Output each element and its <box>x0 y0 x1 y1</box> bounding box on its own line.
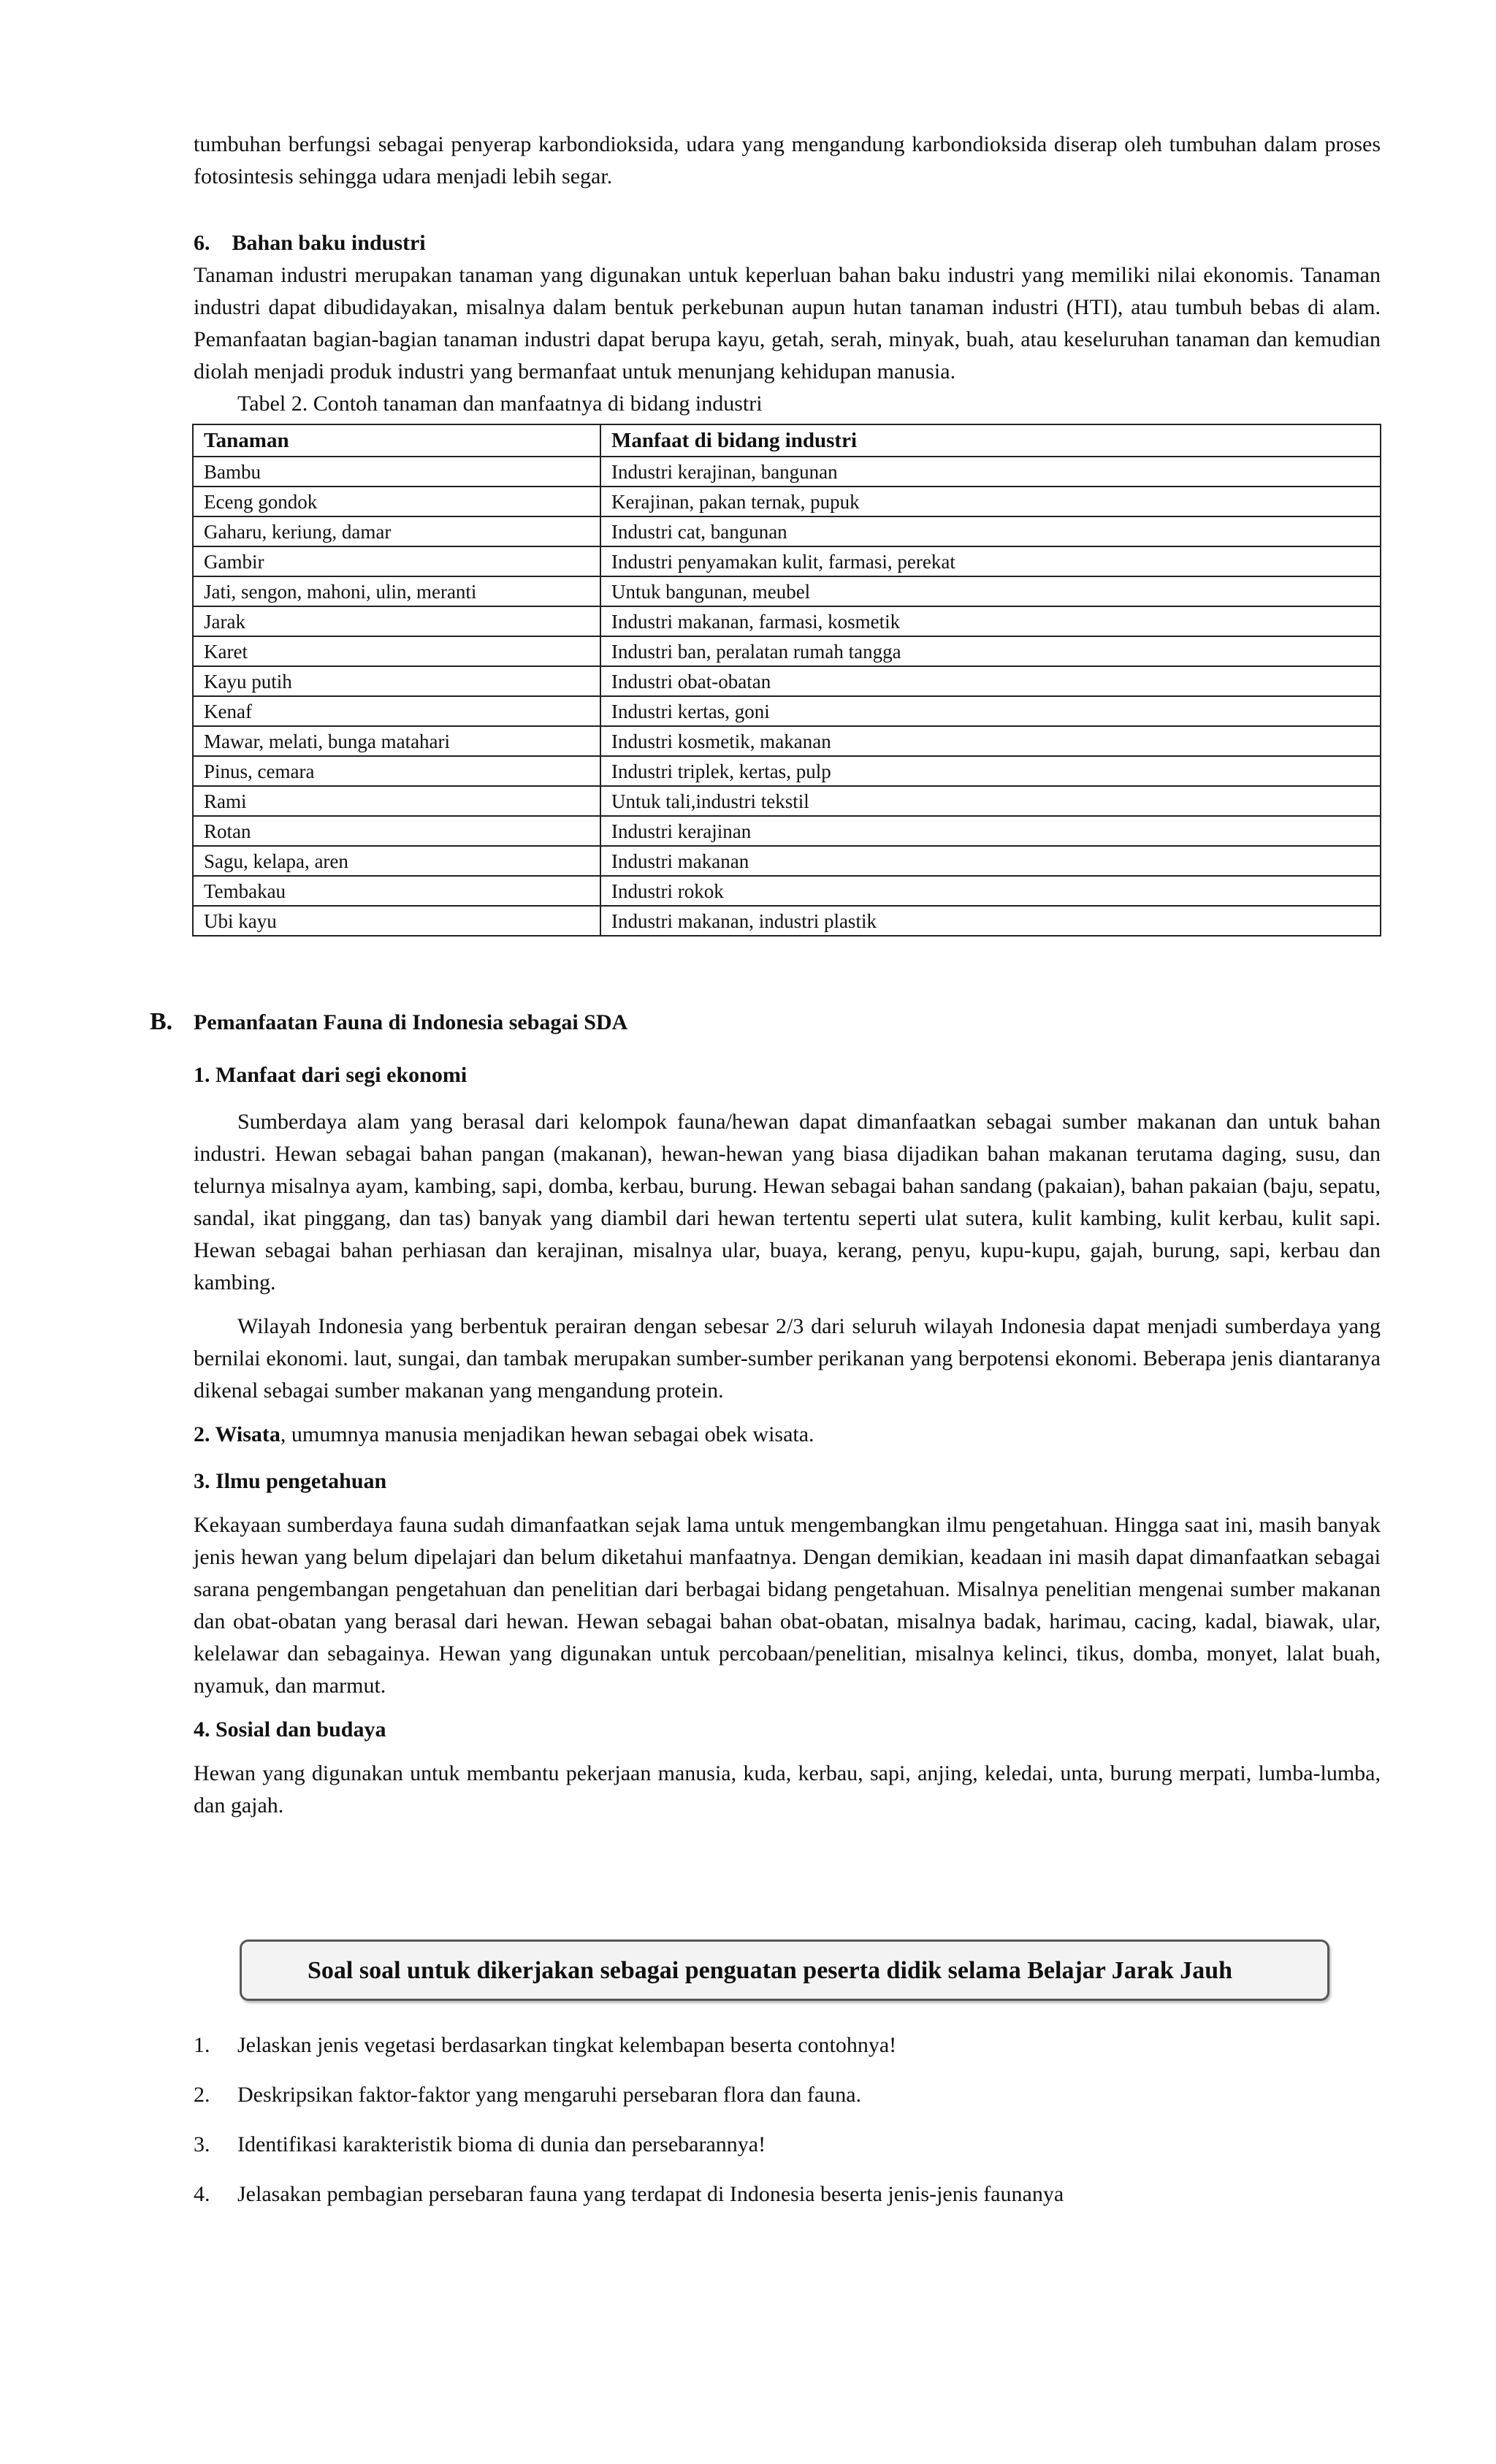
question-text: Jelaskan jenis vegetasi berdasarkan tingkat kelembapan beserta contohnya! <box>237 2033 897 2057</box>
table-row <box>193 666 1381 696</box>
question-number: 4. <box>194 2182 210 2206</box>
question-text: Identifikasi karakteristik bioma di dunia dan persebarannya! <box>237 2132 766 2156</box>
table-row <box>193 606 1381 636</box>
table-cell-tanaman: Rami <box>193 786 600 816</box>
plants-industry-table <box>192 424 1381 937</box>
question-item <box>194 2129 1381 2178</box>
table-header-row <box>193 424 1381 457</box>
sub1-paragraph-2: Wilayah Indonesia yang berbentuk perairan dengan sebesar 2/3 dari seluruh wilayah Indonesia dapat menjadi sumberdaya yang bernilai ekonomi. laut, sungai, dan tambak merupakan sumber-sumber perikanan yang berpotensi ekonomi. Beberapa jenis diantaranya dikenal sebagai sumber makanan yang mengandung protein. <box>194 1314 1381 1403</box>
table-cell-tanaman: Pinus, cemara <box>193 756 600 786</box>
table-row <box>193 576 1381 606</box>
question-number: 1. <box>194 2033 210 2057</box>
table-row <box>193 876 1381 906</box>
table-cell-tanaman: Jati, sengon, mahoni, ulin, meranti <box>193 576 600 606</box>
sub2-label: 2. Wisata <box>194 1422 280 1446</box>
question-number: 2. <box>194 2083 210 2107</box>
table-cell-tanaman: Kenaf <box>193 696 600 726</box>
sub4-paragraph: Hewan yang digunakan untuk membantu pekerjaan manusia, kuda, kerbau, sapi, anjing, keledai, unta, burung merpati, lumba-lumba, dan gajah. <box>194 1761 1381 1818</box>
table-cell-manfaat: Industri ban, peralatan rumah tangga <box>600 636 1381 666</box>
section-6-heading: 6. Bahan baku industri <box>194 231 426 255</box>
table-cell-tanaman: Rotan <box>193 816 600 846</box>
table-row <box>193 457 1381 487</box>
table-row <box>193 696 1381 726</box>
table-row <box>193 546 1381 576</box>
question-item <box>194 2079 1381 2129</box>
table-cell-tanaman: Kayu putih <box>193 666 600 696</box>
question-text: Deskripsikan faktor-faktor yang mengaruhi persebaran flora dan fauna. <box>237 2083 862 2107</box>
table-row <box>193 756 1381 786</box>
table-cell-manfaat: Industri penyamakan kulit, farmasi, perekat <box>600 546 1381 576</box>
table-row <box>193 906 1381 936</box>
section-6-paragraph: Tanaman industri merupakan tanaman yang digunakan untuk keperluan bahan baku industri yang memiliki nilai ekonomis. Tanaman industri dapat dibudidayakan, misalnya dalam bentuk perkebunan aupun hutan tanaman industri (HTI), atau tumbuh bebas di alam. Pemanfaatan bagian-bagian tanaman industri dapat berupa kayu, getah, serah, minyak, buah, atau keseluruhan tanaman dan kemudian diolah menjadi produk industri yang bermanfaat untuk menunjang kehidupan manusia. <box>194 263 1381 384</box>
section-b-letter: B. <box>150 1008 173 1035</box>
section-b-title: Pemanfaatan Fauna di Indonesia sebagai SDA <box>194 1010 628 1034</box>
table-caption: Tabel 2. Contoh tanaman dan manfaatnya di bidang industri <box>237 392 763 416</box>
table-row <box>193 487 1381 516</box>
table-row <box>193 726 1381 756</box>
table-header-manfaat: Manfaat di bidang industri <box>600 424 1381 457</box>
table-cell-tanaman: Sagu, kelapa, aren <box>193 846 600 876</box>
table-row <box>193 846 1381 876</box>
sub2-text: , umumnya manusia menjadikan hewan sebagai obek wisata. <box>280 1422 814 1446</box>
table-row <box>193 636 1381 666</box>
section-6 <box>194 227 1381 420</box>
table-cell-tanaman: Gaharu, keriung, damar <box>193 516 600 546</box>
sub1-paragraph-1: Sumberdaya alam yang berasal dari kelompok fauna/hewan dapat dimanfaatkan sebagai sumber makanan dan untuk bahan industri. Hewan sebagai bahan pangan (makanan), hewan-hewan yang biasa dijadikan bahan makanan terutama daging, susu, dan telurnya misalnya ayam, kambing, sapi, domba, kerbau, burung. Hewan sebagai bahan sandang (pakaian), bahan pakaian (baju, sepatu, sandal, ikat pinggang, dan tas) banyak yang diambil dari hewan tertentu seperti ulat sutera, kulit kambing, kulit kerbau, kulit sapi. Hewan sebagai bahan perhiasan dan kerajinan, misalnya ular, buaya, kerang, penyu, kupu-kupu, gajah, burung, sapi, kerbau dan kambing. <box>194 1110 1381 1294</box>
table-cell-tanaman: Gambir <box>193 546 600 576</box>
table-cell-manfaat: Industri cat, bangunan <box>600 516 1381 546</box>
intro-paragraph: tumbuhan berfungsi sebagai penyerap karbondioksida, udara yang mengandung karbondioksida diserap oleh tumbuhan dalam proses fotosintesis sehingga udara menjadi lebih segar. <box>194 132 1381 188</box>
table-cell-tanaman: Tembakau <box>193 876 600 906</box>
table-cell-manfaat: Industri kerajinan, bangunan <box>600 457 1381 487</box>
table-cell-manfaat: Industri obat-obatan <box>600 666 1381 696</box>
table-cell-tanaman: Ubi kayu <box>193 906 600 936</box>
questions-box-title: Soal soal untuk dikerjakan sebagai penguatan peserta didik selama Belajar Jarak Jauh <box>308 1957 1233 1984</box>
table-cell-tanaman: Bambu <box>193 457 600 487</box>
questions-list <box>194 2029 1381 2228</box>
intro-block <box>194 129 1381 193</box>
table-row <box>193 786 1381 816</box>
table-cell-manfaat: Industri triplek, kertas, pulp <box>600 756 1381 786</box>
sub3-paragraph: Kekayaan sumberdaya fauna sudah dimanfaatkan sejak lama untuk mengembangkan ilmu pengetahuan. Hingga saat ini, masih banyak jenis hewan yang belum dipelajari dan belum diketahui manfaatnya. Dengan demikian, keadaan ini masih dapat dimanfaatkan sebagai sarana pengembangan pengetahuan dan penelitian dari berbagai bidang pengetahuan. Misalnya penelitian mengenai sumber makanan dan obat-obatan yang berasal dari hewan. Hewan sebagai bahan obat-obatan, misalnya badak, harimau, cacing, kadal, biawak, ular, kelelawar dan sebagainya. Hewan yang digunakan untuk percobaan/penelitian, misalnya kelinci, tikus, domba, monyet, lalat buah, nyamuk, dan marmut. <box>194 1513 1381 1698</box>
table-cell-tanaman: Jarak <box>193 606 600 636</box>
question-number: 3. <box>194 2132 210 2156</box>
question-item <box>194 2029 1381 2079</box>
question-text: Jelasakan pembagian persebaran fauna yang terdapat di Indonesia beserta jenis-jenis faunanya <box>237 2182 1064 2206</box>
table-cell-manfaat: Industri kosmetik, makanan <box>600 726 1381 756</box>
table-row <box>193 816 1381 846</box>
table-cell-tanaman: Mawar, melati, bunga matahari <box>193 726 600 756</box>
table-cell-manfaat: Untuk bangunan, meubel <box>600 576 1381 606</box>
table-cell-tanaman: Karet <box>193 636 600 666</box>
sub4-heading: 4. Sosial dan budaya <box>194 1717 386 1742</box>
table-header-tanaman: Tanaman <box>193 424 600 457</box>
questions-title-box <box>240 1939 1329 2001</box>
sub1-heading: 1. Manfaat dari segi ekonomi <box>194 1063 468 1087</box>
table-body <box>193 457 1381 936</box>
section-b-heading <box>150 1004 627 1041</box>
table-cell-manfaat: Industri rokok <box>600 876 1381 906</box>
table-cell-manfaat: Industri makanan <box>600 846 1381 876</box>
table-row <box>193 516 1381 546</box>
table-cell-manfaat: Industri kerajinan <box>600 816 1381 846</box>
table-cell-manfaat: Industri makanan, farmasi, kosmetik <box>600 606 1381 636</box>
table-cell-tanaman: Eceng gondok <box>193 487 600 516</box>
table-cell-manfaat: Industri kertas, goni <box>600 696 1381 726</box>
sub2-line <box>194 1419 1381 1451</box>
table-cell-manfaat: Industri makanan, industri plastik <box>600 906 1381 936</box>
table-cell-manfaat: Kerajinan, pakan ternak, pupuk <box>600 487 1381 516</box>
sub3-heading: 3. Ilmu pengetahuan <box>194 1469 387 1493</box>
table-cell-manfaat: Untuk tali,industri tekstil <box>600 786 1381 816</box>
question-item <box>194 2178 1381 2228</box>
section-b-content <box>194 1059 1381 1822</box>
